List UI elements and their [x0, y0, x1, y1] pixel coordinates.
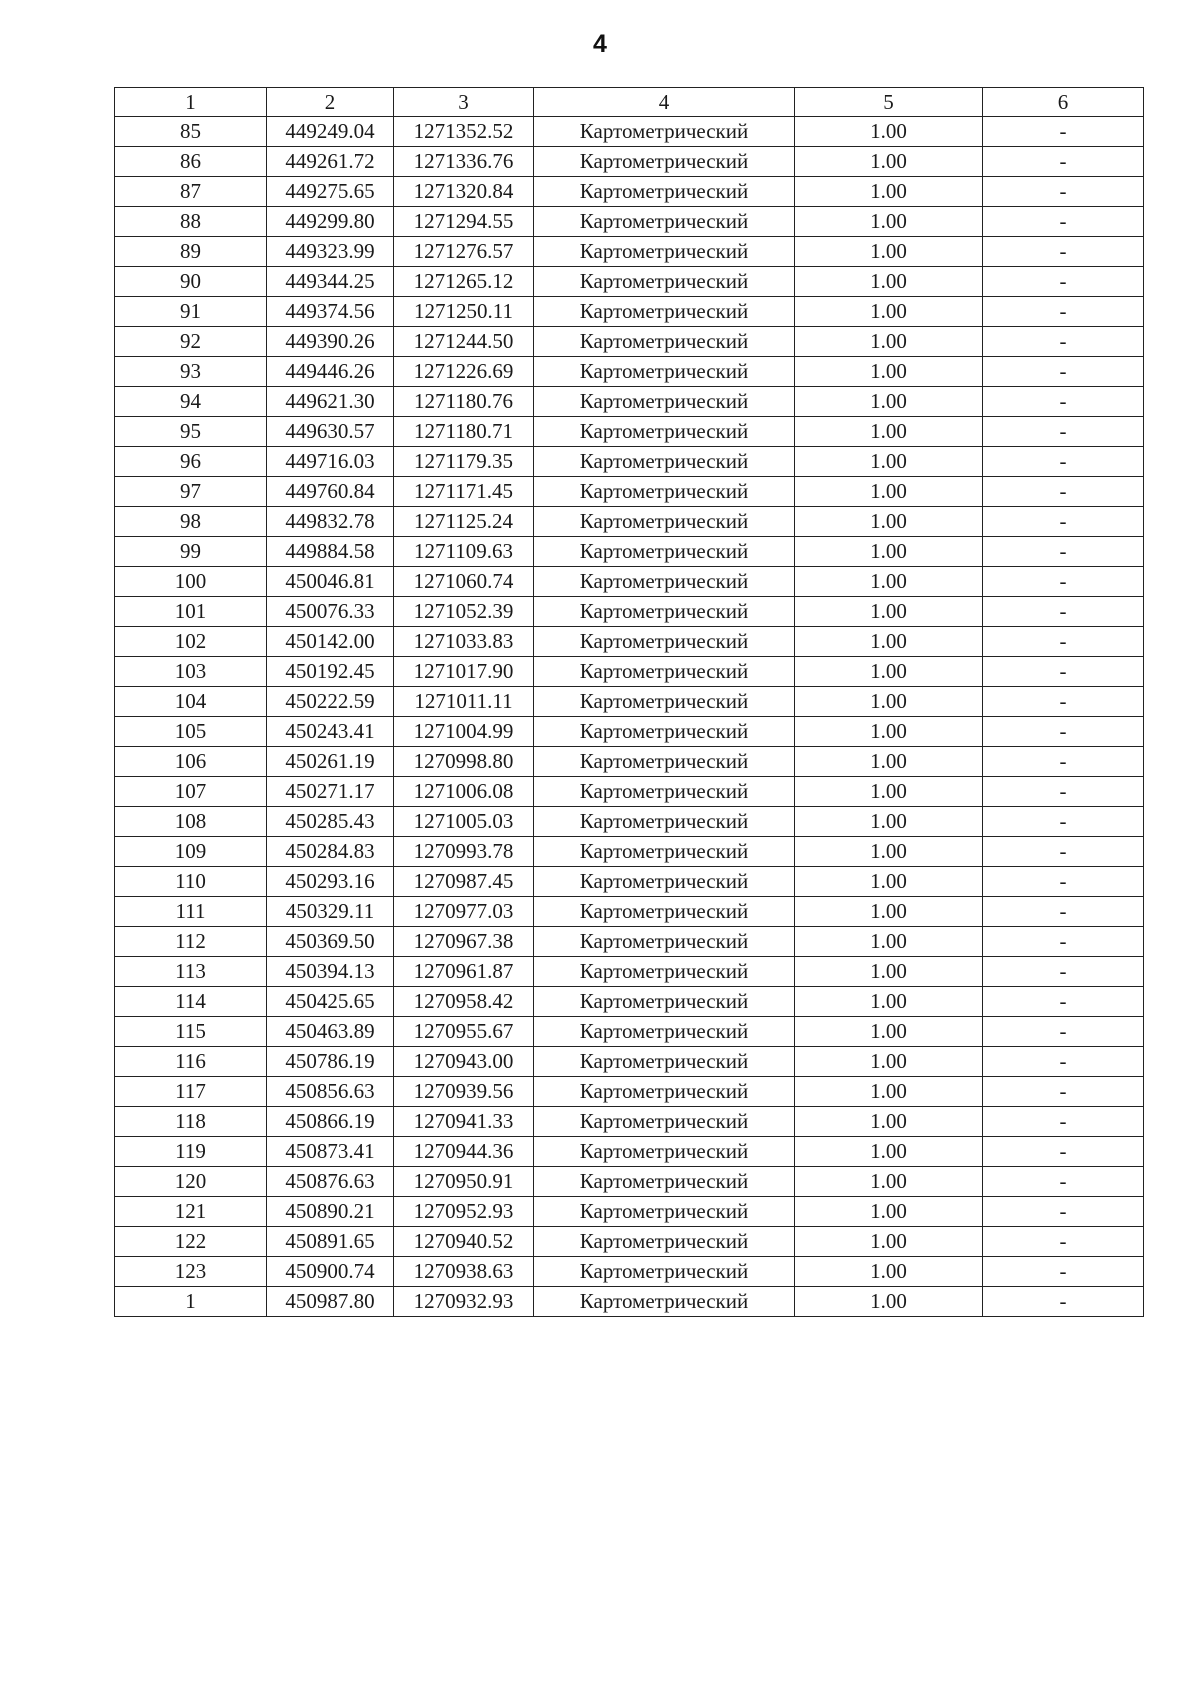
description-cell: - [983, 927, 1144, 957]
x-coordinate-cell: 450243.41 [267, 717, 394, 747]
table-row [115, 897, 1144, 927]
x-coordinate-cell: 450285.43 [267, 807, 394, 837]
description-cell: - [983, 477, 1144, 507]
point-number-cell: 94 [115, 387, 267, 417]
y-coordinate-cell: 1271017.90 [394, 657, 534, 687]
accuracy-cell: 1.00 [795, 687, 983, 717]
method-cell: Картометрический [534, 927, 795, 957]
description-cell: - [983, 447, 1144, 477]
x-coordinate-cell: 450463.89 [267, 1017, 394, 1047]
y-coordinate-cell: 1270940.52 [394, 1227, 534, 1257]
description-cell: - [983, 1167, 1144, 1197]
table-row [115, 627, 1144, 657]
table-row [115, 267, 1144, 297]
x-coordinate-cell: 450192.45 [267, 657, 394, 687]
y-coordinate-cell: 1271265.12 [394, 267, 534, 297]
table-row [115, 147, 1144, 177]
accuracy-cell: 1.00 [795, 657, 983, 687]
table-row [115, 537, 1144, 567]
x-coordinate-cell: 450076.33 [267, 597, 394, 627]
accuracy-cell: 1.00 [795, 417, 983, 447]
x-coordinate-cell: 449621.30 [267, 387, 394, 417]
table-row [115, 1227, 1144, 1257]
point-number-cell: 87 [115, 177, 267, 207]
description-cell: - [983, 717, 1144, 747]
y-coordinate-cell: 1271109.63 [394, 537, 534, 567]
table-row [115, 357, 1144, 387]
point-number-cell: 117 [115, 1077, 267, 1107]
method-cell: Картометрический [534, 267, 795, 297]
description-cell: - [983, 357, 1144, 387]
table-header-row [115, 88, 1144, 117]
point-number-cell: 110 [115, 867, 267, 897]
method-cell: Картометрический [534, 327, 795, 357]
method-cell: Картометрический [534, 1227, 795, 1257]
description-cell: - [983, 207, 1144, 237]
column-header: 4 [534, 88, 795, 117]
method-cell: Картометрический [534, 897, 795, 927]
accuracy-cell: 1.00 [795, 1107, 983, 1137]
description-cell: - [983, 1107, 1144, 1137]
y-coordinate-cell: 1271004.99 [394, 717, 534, 747]
table-row [115, 927, 1144, 957]
y-coordinate-cell: 1271320.84 [394, 177, 534, 207]
y-coordinate-cell: 1271011.11 [394, 687, 534, 717]
point-number-cell: 116 [115, 1047, 267, 1077]
method-cell: Картометрический [534, 627, 795, 657]
description-cell: - [983, 747, 1144, 777]
x-coordinate-cell: 450786.19 [267, 1047, 394, 1077]
y-coordinate-cell: 1270958.42 [394, 987, 534, 1017]
column-header: 1 [115, 88, 267, 117]
method-cell: Картометрический [534, 1137, 795, 1167]
point-number-cell: 106 [115, 747, 267, 777]
y-coordinate-cell: 1271033.83 [394, 627, 534, 657]
x-coordinate-cell: 450987.80 [267, 1287, 394, 1317]
x-coordinate-cell: 450284.83 [267, 837, 394, 867]
table-row [115, 837, 1144, 867]
accuracy-cell: 1.00 [795, 627, 983, 657]
point-number-cell: 119 [115, 1137, 267, 1167]
y-coordinate-cell: 1270977.03 [394, 897, 534, 927]
x-coordinate-cell: 449716.03 [267, 447, 394, 477]
point-number-cell: 120 [115, 1167, 267, 1197]
y-coordinate-cell: 1271125.24 [394, 507, 534, 537]
x-coordinate-cell: 450394.13 [267, 957, 394, 987]
y-coordinate-cell: 1271226.69 [394, 357, 534, 387]
x-coordinate-cell: 449323.99 [267, 237, 394, 267]
x-coordinate-cell: 450900.74 [267, 1257, 394, 1287]
x-coordinate-cell: 449249.04 [267, 117, 394, 147]
accuracy-cell: 1.00 [795, 1287, 983, 1317]
table-row [115, 1287, 1144, 1317]
description-cell: - [983, 387, 1144, 417]
point-number-cell: 88 [115, 207, 267, 237]
x-coordinate-cell: 450866.19 [267, 1107, 394, 1137]
x-coordinate-cell: 450369.50 [267, 927, 394, 957]
accuracy-cell: 1.00 [795, 207, 983, 237]
description-cell: - [983, 147, 1144, 177]
accuracy-cell: 1.00 [795, 987, 983, 1017]
table-row [115, 807, 1144, 837]
x-coordinate-cell: 450293.16 [267, 867, 394, 897]
table-row [115, 1047, 1144, 1077]
y-coordinate-cell: 1270955.67 [394, 1017, 534, 1047]
method-cell: Картометрический [534, 387, 795, 417]
point-number-cell: 108 [115, 807, 267, 837]
y-coordinate-cell: 1270961.87 [394, 957, 534, 987]
method-cell: Картометрический [534, 657, 795, 687]
y-coordinate-cell: 1271052.39 [394, 597, 534, 627]
y-coordinate-cell: 1271060.74 [394, 567, 534, 597]
point-number-cell: 118 [115, 1107, 267, 1137]
accuracy-cell: 1.00 [795, 447, 983, 477]
y-coordinate-cell: 1270943.00 [394, 1047, 534, 1077]
x-coordinate-cell: 449884.58 [267, 537, 394, 567]
table-row [115, 177, 1144, 207]
x-coordinate-cell: 449446.26 [267, 357, 394, 387]
y-coordinate-cell: 1271352.52 [394, 117, 534, 147]
method-cell: Картометрический [534, 717, 795, 747]
y-coordinate-cell: 1271180.71 [394, 417, 534, 447]
description-cell: - [983, 987, 1144, 1017]
method-cell: Картометрический [534, 117, 795, 147]
description-cell: - [983, 1137, 1144, 1167]
x-coordinate-cell: 449832.78 [267, 507, 394, 537]
accuracy-cell: 1.00 [795, 1137, 983, 1167]
accuracy-cell: 1.00 [795, 147, 983, 177]
method-cell: Картометрический [534, 1257, 795, 1287]
table-row [115, 447, 1144, 477]
method-cell: Картометрический [534, 357, 795, 387]
point-number-cell: 98 [115, 507, 267, 537]
accuracy-cell: 1.00 [795, 177, 983, 207]
point-number-cell: 91 [115, 297, 267, 327]
accuracy-cell: 1.00 [795, 777, 983, 807]
method-cell: Картометрический [534, 1017, 795, 1047]
point-number-cell: 85 [115, 117, 267, 147]
table-row [115, 717, 1144, 747]
accuracy-cell: 1.00 [795, 807, 983, 837]
point-number-cell: 112 [115, 927, 267, 957]
table-row [115, 1167, 1144, 1197]
table-row [115, 567, 1144, 597]
column-header: 6 [983, 88, 1144, 117]
method-cell: Картометрический [534, 1197, 795, 1227]
y-coordinate-cell: 1270952.93 [394, 1197, 534, 1227]
y-coordinate-cell: 1270987.45 [394, 867, 534, 897]
y-coordinate-cell: 1270939.56 [394, 1077, 534, 1107]
y-coordinate-cell: 1271171.45 [394, 477, 534, 507]
table-row [115, 777, 1144, 807]
method-cell: Картометрический [534, 477, 795, 507]
accuracy-cell: 1.00 [795, 597, 983, 627]
description-cell: - [983, 117, 1144, 147]
description-cell: - [983, 867, 1144, 897]
point-number-cell: 96 [115, 447, 267, 477]
point-number-cell: 113 [115, 957, 267, 987]
method-cell: Картометрический [534, 807, 795, 837]
table-body [115, 117, 1144, 1317]
y-coordinate-cell: 1270993.78 [394, 837, 534, 867]
point-number-cell: 122 [115, 1227, 267, 1257]
x-coordinate-cell: 449760.84 [267, 477, 394, 507]
method-cell: Картометрический [534, 237, 795, 267]
x-coordinate-cell: 449374.56 [267, 297, 394, 327]
y-coordinate-cell: 1271294.55 [394, 207, 534, 237]
accuracy-cell: 1.00 [795, 387, 983, 417]
description-cell: - [983, 267, 1144, 297]
table-row [115, 387, 1144, 417]
y-coordinate-cell: 1271276.57 [394, 237, 534, 267]
description-cell: - [983, 507, 1144, 537]
method-cell: Картометрический [534, 1107, 795, 1137]
table-row [115, 1107, 1144, 1137]
table-row [115, 507, 1144, 537]
description-cell: - [983, 1047, 1144, 1077]
x-coordinate-cell: 450261.19 [267, 747, 394, 777]
y-coordinate-cell: 1271244.50 [394, 327, 534, 357]
description-cell: - [983, 417, 1144, 447]
x-coordinate-cell: 449275.65 [267, 177, 394, 207]
point-number-cell: 99 [115, 537, 267, 567]
accuracy-cell: 1.00 [795, 237, 983, 267]
column-header: 5 [795, 88, 983, 117]
description-cell: - [983, 1227, 1144, 1257]
description-cell: - [983, 957, 1144, 987]
accuracy-cell: 1.00 [795, 1257, 983, 1287]
x-coordinate-cell: 450890.21 [267, 1197, 394, 1227]
table-row [115, 1137, 1144, 1167]
point-number-cell: 101 [115, 597, 267, 627]
description-cell: - [983, 1077, 1144, 1107]
description-cell: - [983, 687, 1144, 717]
accuracy-cell: 1.00 [795, 477, 983, 507]
description-cell: - [983, 327, 1144, 357]
method-cell: Картометрический [534, 297, 795, 327]
x-coordinate-cell: 450856.63 [267, 1077, 394, 1107]
table-row [115, 237, 1144, 267]
y-coordinate-cell: 1270938.63 [394, 1257, 534, 1287]
point-number-cell: 97 [115, 477, 267, 507]
y-coordinate-cell: 1270944.36 [394, 1137, 534, 1167]
method-cell: Картометрический [534, 777, 795, 807]
x-coordinate-cell: 449390.26 [267, 327, 394, 357]
table-row [115, 957, 1144, 987]
table-row [115, 477, 1144, 507]
accuracy-cell: 1.00 [795, 867, 983, 897]
point-number-cell: 104 [115, 687, 267, 717]
table-row [115, 687, 1144, 717]
accuracy-cell: 1.00 [795, 837, 983, 867]
point-number-cell: 1 [115, 1287, 267, 1317]
x-coordinate-cell: 450046.81 [267, 567, 394, 597]
method-cell: Картометрический [534, 1167, 795, 1197]
point-number-cell: 86 [115, 147, 267, 177]
description-cell: - [983, 537, 1144, 567]
description-cell: - [983, 807, 1144, 837]
description-cell: - [983, 297, 1144, 327]
description-cell: - [983, 237, 1144, 267]
y-coordinate-cell: 1271336.76 [394, 147, 534, 177]
description-cell: - [983, 837, 1144, 867]
description-cell: - [983, 1287, 1144, 1317]
accuracy-cell: 1.00 [795, 747, 983, 777]
table-row [115, 657, 1144, 687]
method-cell: Картометрический [534, 597, 795, 627]
point-number-cell: 93 [115, 357, 267, 387]
accuracy-cell: 1.00 [795, 1167, 983, 1197]
table-row [115, 207, 1144, 237]
accuracy-cell: 1.00 [795, 957, 983, 987]
x-coordinate-cell: 450271.17 [267, 777, 394, 807]
y-coordinate-cell: 1271005.03 [394, 807, 534, 837]
point-number-cell: 89 [115, 237, 267, 267]
table-row [115, 117, 1144, 147]
x-coordinate-cell: 449630.57 [267, 417, 394, 447]
coordinates-table [114, 87, 1144, 1317]
accuracy-cell: 1.00 [795, 297, 983, 327]
point-number-cell: 121 [115, 1197, 267, 1227]
accuracy-cell: 1.00 [795, 267, 983, 297]
accuracy-cell: 1.00 [795, 927, 983, 957]
method-cell: Картометрический [534, 987, 795, 1017]
table-row [115, 597, 1144, 627]
method-cell: Картометрический [534, 537, 795, 567]
method-cell: Картометрический [534, 1287, 795, 1317]
method-cell: Картометрический [534, 417, 795, 447]
x-coordinate-cell: 450425.65 [267, 987, 394, 1017]
description-cell: - [983, 597, 1144, 627]
point-number-cell: 115 [115, 1017, 267, 1047]
y-coordinate-cell: 1271180.76 [394, 387, 534, 417]
column-header: 3 [394, 88, 534, 117]
accuracy-cell: 1.00 [795, 897, 983, 927]
method-cell: Картометрический [534, 567, 795, 597]
method-cell: Картометрический [534, 837, 795, 867]
accuracy-cell: 1.00 [795, 327, 983, 357]
method-cell: Картометрический [534, 207, 795, 237]
description-cell: - [983, 897, 1144, 927]
y-coordinate-cell: 1271250.11 [394, 297, 534, 327]
method-cell: Картометрический [534, 1047, 795, 1077]
x-coordinate-cell: 450142.00 [267, 627, 394, 657]
description-cell: - [983, 567, 1144, 597]
point-number-cell: 92 [115, 327, 267, 357]
table-row [115, 297, 1144, 327]
table-row [115, 1257, 1144, 1287]
method-cell: Картометрический [534, 447, 795, 477]
point-number-cell: 123 [115, 1257, 267, 1287]
method-cell: Картометрический [534, 1077, 795, 1107]
y-coordinate-cell: 1270932.93 [394, 1287, 534, 1317]
description-cell: - [983, 657, 1144, 687]
method-cell: Картометрический [534, 147, 795, 177]
method-cell: Картометрический [534, 957, 795, 987]
x-coordinate-cell: 449299.80 [267, 207, 394, 237]
description-cell: - [983, 627, 1144, 657]
table-row [115, 747, 1144, 777]
description-cell: - [983, 1197, 1144, 1227]
y-coordinate-cell: 1270967.38 [394, 927, 534, 957]
accuracy-cell: 1.00 [795, 1227, 983, 1257]
x-coordinate-cell: 450876.63 [267, 1167, 394, 1197]
point-number-cell: 107 [115, 777, 267, 807]
point-number-cell: 90 [115, 267, 267, 297]
point-number-cell: 114 [115, 987, 267, 1017]
point-number-cell: 111 [115, 897, 267, 927]
accuracy-cell: 1.00 [795, 357, 983, 387]
x-coordinate-cell: 450873.41 [267, 1137, 394, 1167]
table-row [115, 1197, 1144, 1227]
point-number-cell: 102 [115, 627, 267, 657]
page-number: 4 [593, 30, 607, 58]
x-coordinate-cell: 449344.25 [267, 267, 394, 297]
accuracy-cell: 1.00 [795, 1077, 983, 1107]
table-row [115, 1017, 1144, 1047]
accuracy-cell: 1.00 [795, 1017, 983, 1047]
accuracy-cell: 1.00 [795, 1047, 983, 1077]
method-cell: Картометрический [534, 507, 795, 537]
method-cell: Картометрический [534, 177, 795, 207]
y-coordinate-cell: 1270941.33 [394, 1107, 534, 1137]
method-cell: Картометрический [534, 747, 795, 777]
table-row [115, 417, 1144, 447]
x-coordinate-cell: 449261.72 [267, 147, 394, 177]
table-row [115, 1077, 1144, 1107]
point-number-cell: 100 [115, 567, 267, 597]
accuracy-cell: 1.00 [795, 537, 983, 567]
accuracy-cell: 1.00 [795, 1197, 983, 1227]
y-coordinate-cell: 1270950.91 [394, 1167, 534, 1197]
point-number-cell: 103 [115, 657, 267, 687]
x-coordinate-cell: 450891.65 [267, 1227, 394, 1257]
description-cell: - [983, 177, 1144, 207]
column-header: 2 [267, 88, 394, 117]
y-coordinate-cell: 1270998.80 [394, 747, 534, 777]
description-cell: - [983, 777, 1144, 807]
accuracy-cell: 1.00 [795, 507, 983, 537]
point-number-cell: 95 [115, 417, 267, 447]
accuracy-cell: 1.00 [795, 567, 983, 597]
y-coordinate-cell: 1271179.35 [394, 447, 534, 477]
method-cell: Картометрический [534, 867, 795, 897]
table-row [115, 987, 1144, 1017]
table-row [115, 327, 1144, 357]
method-cell: Картометрический [534, 687, 795, 717]
accuracy-cell: 1.00 [795, 717, 983, 747]
description-cell: - [983, 1017, 1144, 1047]
point-number-cell: 105 [115, 717, 267, 747]
description-cell: - [983, 1257, 1144, 1287]
x-coordinate-cell: 450222.59 [267, 687, 394, 717]
point-number-cell: 109 [115, 837, 267, 867]
table-row [115, 867, 1144, 897]
accuracy-cell: 1.00 [795, 117, 983, 147]
y-coordinate-cell: 1271006.08 [394, 777, 534, 807]
x-coordinate-cell: 450329.11 [267, 897, 394, 927]
